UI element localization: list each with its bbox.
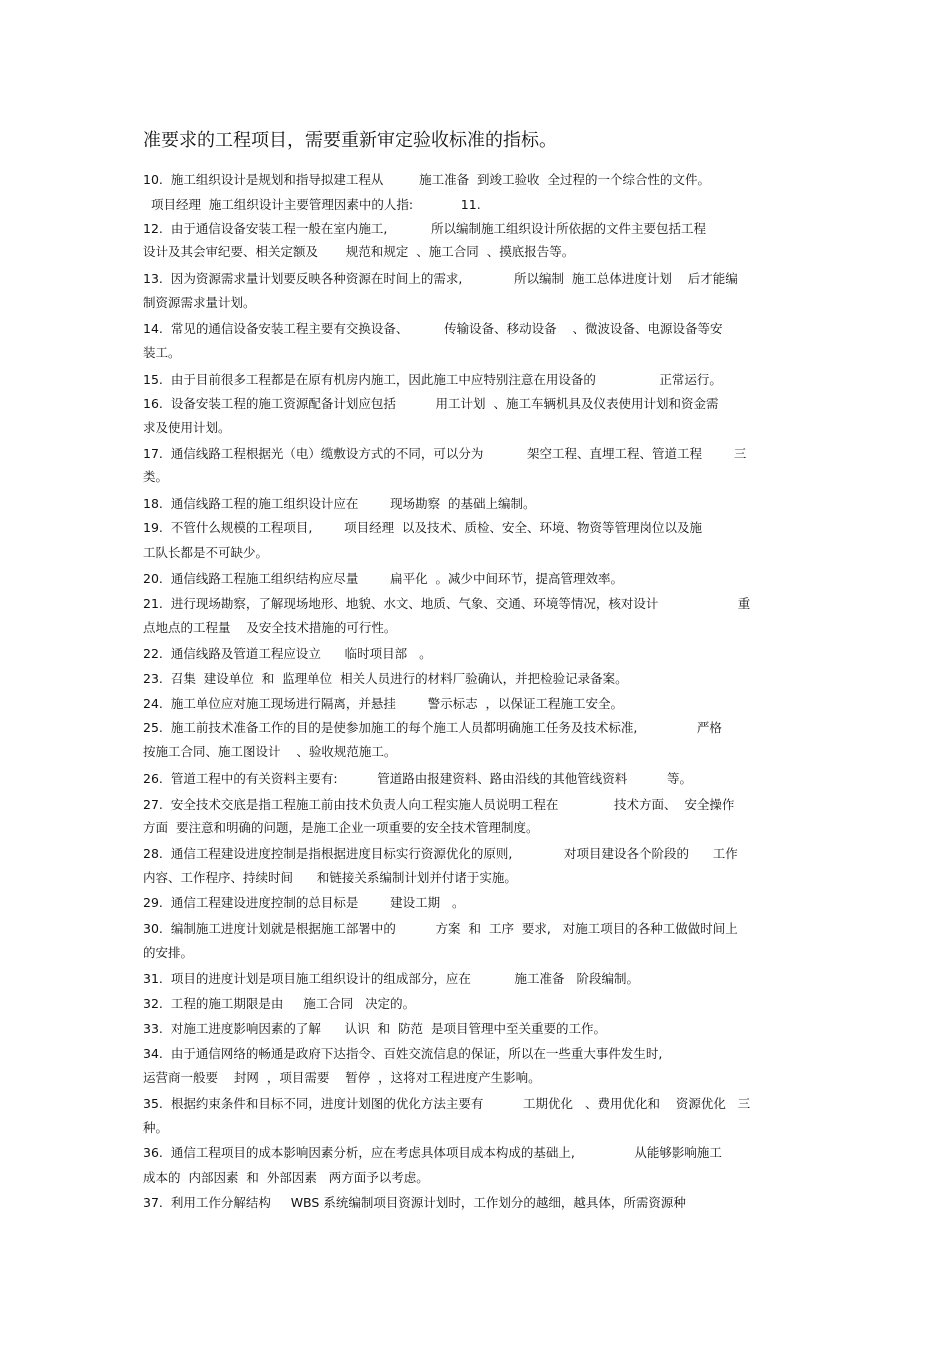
text-line: 求及使用计划。 <box>143 420 231 435</box>
text-line: 成本的 内部因素 和 外部因素 两方面予以考虑。 <box>143 1170 429 1185</box>
text-line: 30. 编制施工进度计划就是根据施工部署中的 方案 和 工序 要求, 对施工项目的各种工做做时间上 <box>143 921 738 936</box>
text-line: 29. 通信工程建设进度控制的总目标是 建设工期 。 <box>143 895 465 910</box>
text-line: 32. 工程的施工期限是由 施工合同 决定的。 <box>143 996 416 1011</box>
text-line: 运营商一般要 封网 ，项目需要 暂停 ，这将对工程进度产生影响。 <box>143 1070 541 1085</box>
text-line: 14. 常见的通信设备安装工程主要有交换设备、 传输设备、移动设备 、微波设备、电源设备等安 <box>143 321 723 336</box>
text-line: 34. 由于通信网络的畅通是政府下达指令、百姓交流信息的保证，所以在一些重大事件发生时, <box>143 1046 663 1061</box>
text-line: 20. 通信线路工程施工组织结构应尽量 扁平化 。减少中间环节，提高管理效率。 <box>143 571 624 586</box>
text-line: 工队长都是不可缺少。 <box>143 545 269 560</box>
text-line: 18. 通信线路工程的施工组织设计应在 现场勘察 的基础上编制。 <box>143 496 536 511</box>
text-line: 36. 通信工程项目的成本影响因素分析，应在考虑具体项目成本构成的基础上, 从能够影响施工 <box>143 1145 722 1160</box>
text-line: 方面 要注意和明确的问题，是施工企业一项重要的安全技术管理制度。 <box>143 820 539 835</box>
text-line: 13. 因为资源需求量计划要反映各种资源在时间上的需求, 所以编制 施工总体进度计划 后才能编 <box>143 271 738 286</box>
text-line: 内容、工作程序、持续时间 和链接关系编制计划并付诸于实施。 <box>143 870 517 885</box>
text-line: 17. 通信线路工程根据光（电）缆敷设方式的不同，可以分为 架空工程、直埋工程、管道工程 三 <box>143 446 747 461</box>
text-line: 24. 施工单位应对施工现场进行隔离，并悬挂 警示标志 ，以保证工程施工安全。 <box>143 696 624 711</box>
text-line: 点地点的工程量 及安全技术措施的可行性。 <box>143 620 397 635</box>
text-line: 31. 项目的进度计划是项目施工组织设计的组成部分，应在 施工准备 阶段编制。 <box>143 971 639 986</box>
text-line: 27. 安全技术交底是指工程施工前由技术负责人向工程实施人员说明工程在 技术方面、 安全操作 <box>143 797 735 812</box>
text-line: 装工。 <box>143 345 181 360</box>
text-line: 25. 施工前技术准备工作的目的是使参加施工的每个施工人员都明确施工任务及技术标准, 严格 <box>143 720 722 735</box>
text-line: 19. 不管什么规模的工程项目, 项目经理 以及技术、质检、安全、环境、物资等管理岗位以及施 <box>143 520 703 535</box>
text-line: 16. 设备安装工程的施工资源配备计划应包括 用工计划 、施工车辆机具及仪表使用计划和资金需 <box>143 396 719 411</box>
text-line: 设计及其会审纪要、相关定额及 规范和规定 、施工合同 、摸底报告等。 <box>143 244 575 259</box>
text-line: 项目经理 施工组织设计主要管理因素中的人指: 11. <box>143 197 481 212</box>
text-line: 的安排。 <box>143 945 194 960</box>
text-line: 10. 施工组织设计是规划和指导拟建工程从 施工准备 到竣工验收 全过程的一个综合性的文件。 <box>143 172 710 187</box>
text-line: 35. 根据约束条件和目标不同，进度计划图的优化方法主要有 工期优化 、费用优化和 资源优化 三 <box>143 1096 751 1111</box>
text-line: 15. 由于目前很多工程都是在原有机房内施工，因此施工中应特别注意在用设备的 正常运行。 <box>143 372 722 387</box>
text-line: 类。 <box>143 469 169 484</box>
text-line: 37. 利用工作分解结构 WBS 系统编制项目资源计划时，工作划分的越细，越具体，所需资源种 <box>143 1195 686 1210</box>
text-line: 23. 召集 建设单位 和 监理单位 相关人员进行的材料厂验确认，并把检验记录备案。 <box>143 671 628 686</box>
text-line: 22. 通信线路及管道工程应设立 临时项目部 。 <box>143 646 432 661</box>
text-line: 按施工合同、施工图设计 、验收规范施工。 <box>143 744 397 759</box>
text-line: 12. 由于通信设备安装工程一般在室内施工, 所以编制施工组织设计所依据的文件主要包括工程 <box>143 221 707 236</box>
text-line: 26. 管道工程中的有关资料主要有: 管道路由报建资料、路由沿线的其他管线资料 等。 <box>143 771 693 786</box>
text-line: 21. 进行现场勘察，了解现场地形、地貌、水文、地质、气象、交通、环境等情况，核对设计 重 <box>143 596 751 611</box>
text-line: 33. 对施工进度影响因素的了解 认识 和 防范 是项目管理中至关重要的工作。 <box>143 1021 607 1036</box>
continued-heading: 准要求的工程项目，需要重新审定验收标准的指标。 <box>143 130 557 151</box>
text-line: 28. 通信工程建设进度控制是指根据进度目标实行资源优化的原则, 对项目建设各个阶段的 工作 <box>143 846 738 861</box>
text-line: 制资源需求量计划。 <box>143 295 256 310</box>
text-line: 种。 <box>143 1120 169 1135</box>
